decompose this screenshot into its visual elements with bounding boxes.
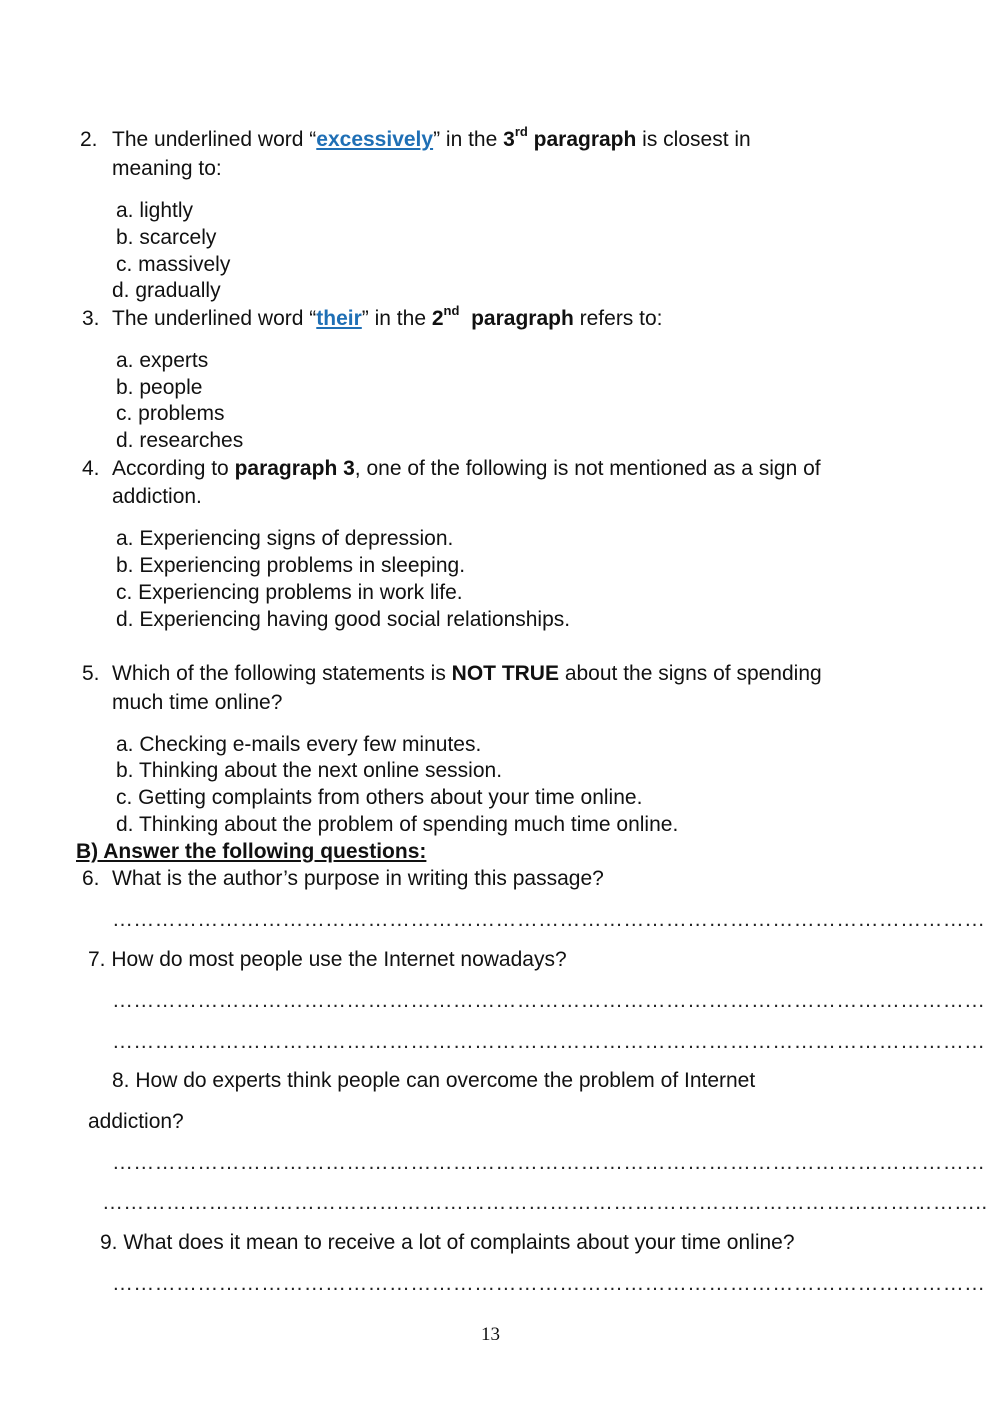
q5-stem-line2: much time online? — [112, 691, 283, 714]
q4-option-a[interactable]: a. Experiencing signs of depression. — [116, 527, 454, 550]
q2-ordinal — [503, 124, 637, 151]
q7-text: 7. How do most people use the Internet nowadays? — [88, 948, 567, 971]
q2-option-c[interactable]: c. massively — [116, 253, 231, 276]
q3-stem — [112, 305, 663, 333]
q4-stem-line2: addiction. — [112, 485, 202, 508]
q4-option-c[interactable]: c. Experiencing problems in work life. — [116, 581, 463, 604]
q3-post: refers to: — [573, 307, 663, 330]
q4-option-b[interactable]: b. Experiencing problems in sleeping. — [116, 554, 466, 577]
section-b-heading: B) Answer the following questions: — [76, 840, 427, 863]
q5-option-a[interactable]: a. Checking e-mails every few minutes. — [116, 733, 482, 756]
q6-number: 6. — [82, 867, 100, 890]
q3-paragraph-word: paragraph — [459, 307, 574, 330]
q2-mid: ” in the — [433, 128, 504, 151]
q5-stem-line1 — [112, 660, 822, 688]
q7-answer-line-1[interactable]: …………………………………………………………………………………………………………… — [112, 989, 986, 1012]
q5-number: 5. — [82, 662, 100, 685]
q2-option-b[interactable]: b. scarcely — [116, 226, 217, 249]
q4-post: , one of the following is not mentioned as a sign of — [354, 457, 821, 480]
q4-bold: paragraph 3 — [234, 457, 355, 480]
q3-ord-num: 2 — [431, 307, 444, 330]
q3-option-d[interactable]: d. researches — [116, 429, 244, 452]
q2-stem-line2: meaning to: — [112, 157, 222, 180]
q5-bold: NOT TRUE — [451, 662, 559, 685]
q5-post: about the signs of spending — [558, 662, 822, 685]
q9-answer-line[interactable]: …………………………………………………………………………………………………………… — [112, 1272, 986, 1295]
q2-stem-line1 — [112, 126, 751, 154]
q5-option-b[interactable]: b. Thinking about the next online session. — [116, 759, 503, 782]
q3-option-c[interactable]: c. problems — [116, 402, 225, 425]
q2-number: 2. — [80, 128, 98, 151]
q4-number: 4. — [82, 457, 100, 480]
q8-answer-line-1[interactable]: …………………………………………………………………………………………………………… — [112, 1151, 986, 1174]
q3-number: 3. — [82, 307, 100, 330]
q2-paragraph-word: paragraph — [527, 128, 637, 151]
q8-text: 8. How do experts think people can overcome the problem of Internet — [112, 1069, 756, 1092]
page-number: 13 — [481, 1324, 500, 1345]
q9-text: 9. What does it mean to receive a lot of complaints about your time online? — [100, 1231, 795, 1254]
q8-text-line2: addiction? — [88, 1110, 184, 1133]
q3-pre: The underlined word “ — [112, 307, 317, 330]
q2-post: is closest in — [636, 128, 751, 151]
q3-ordinal — [431, 303, 574, 330]
q2-ord-num: 3 — [503, 128, 515, 151]
q3-ord-sup: nd — [443, 303, 460, 318]
q3-option-b[interactable]: b. people — [116, 376, 203, 399]
q4-stem-line1 — [112, 455, 821, 483]
q2-underlined-word[interactable]: excessively — [316, 128, 434, 151]
q5-option-d[interactable]: d. Thinking about the problem of spending much time online. — [116, 813, 679, 836]
q3-mid: ” in the — [361, 307, 432, 330]
q5-pre: Which of the following statements is — [112, 662, 452, 685]
q4-pre: According to — [112, 457, 235, 480]
q5-option-c[interactable]: c. Getting complaints from others about your time online. — [116, 786, 643, 809]
q4-option-d[interactable]: d. Experiencing having good social relationships. — [116, 608, 571, 631]
q6-answer-line[interactable]: …………………………………………………………………………………………………………… — [112, 908, 986, 931]
q6-text: What is the author’s purpose in writing this passage? — [112, 867, 604, 890]
q3-option-a[interactable]: a. experts — [116, 349, 209, 372]
q3-underlined-word[interactable]: their — [316, 307, 362, 330]
q7-answer-line-2[interactable]: …………………………………………………………………………………………………………… — [112, 1030, 986, 1053]
q8-answer-line-2[interactable]: …………………………………………………………………………………………………………….. — [102, 1191, 988, 1214]
q2-option-d[interactable]: d. gradually — [112, 279, 221, 302]
q2-ord-sup: rd — [514, 124, 528, 139]
q2-pre: The underlined word “ — [112, 128, 317, 151]
q2-option-a[interactable]: a. lightly — [116, 199, 194, 222]
